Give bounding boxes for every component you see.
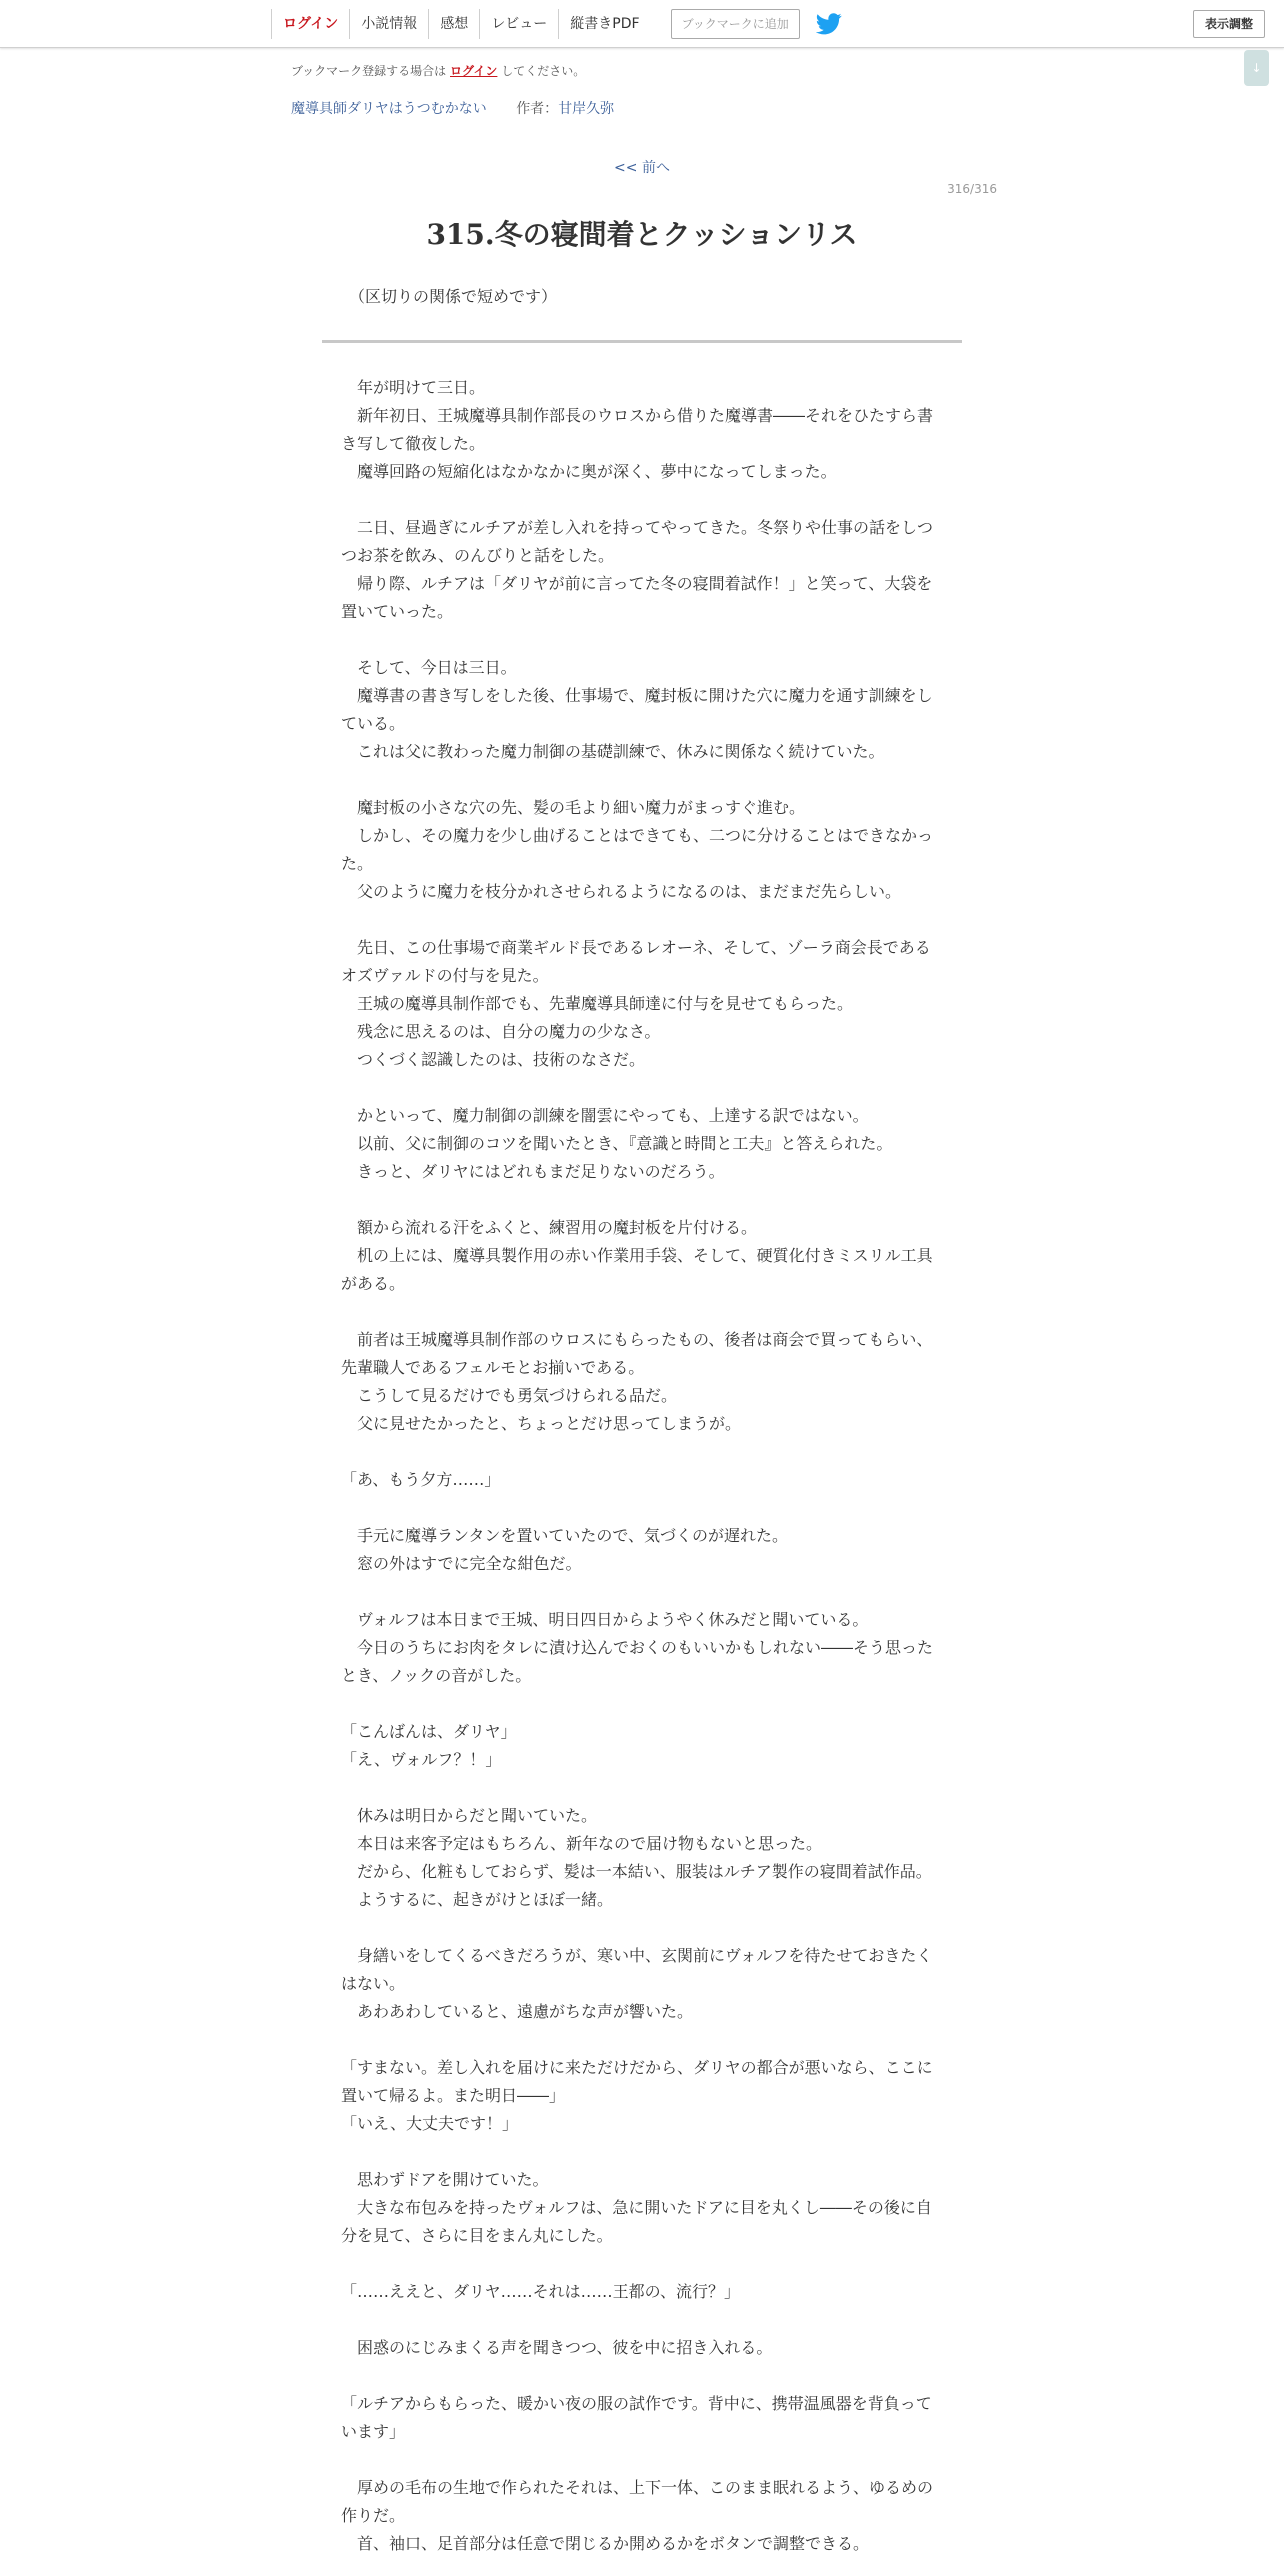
body-line: 魔封板の小さな穴の先、髪の毛より細い魔力がまっすぐ進む。 (341, 798, 806, 817)
nav-impressions[interactable]: 感想 (428, 9, 479, 39)
body-line: 手元に魔導ランタンを置いていたので、気づくのが遅れた。 (341, 1526, 789, 1545)
body-line (341, 1186, 941, 1214)
novel-title-link[interactable]: 魔導具師ダリヤはうつむかない (291, 101, 487, 117)
body-line: 「いえ、大丈夫です！」 (341, 2114, 518, 2133)
body-line: ヴォルフは本日まで王城、明日四日からようやく休みだと聞いている。 (341, 1610, 869, 1629)
body-line: 「あ、もう夕方……」 (341, 1470, 501, 1489)
body-line: 王城の魔導具制作部でも、先輩魔導具師達に付与を見せてもらった。 (341, 994, 854, 1013)
body-line: 新年初日、王城魔導具制作部長のウロスから借りた魔導書――それをひたすら書 (341, 406, 934, 425)
body-line: 置いて帰るよ。また明日――」 (341, 2086, 566, 2105)
body-line (341, 2446, 941, 2474)
author-link[interactable]: 甘岸久弥 (558, 101, 615, 117)
body-line: 年が明けて三日。 (341, 378, 486, 397)
body-line (341, 1578, 941, 1606)
body-line (341, 486, 941, 514)
body-line: 額から流れる汗をふくと、練習用の魔封板を片付ける。 (341, 1218, 758, 1237)
body-line: 「え、ヴォルフ？！」 (341, 1750, 502, 1769)
novel-meta (291, 98, 614, 118)
display-settings-button[interactable]: 表示調整 (1193, 10, 1265, 38)
twitter-icon[interactable] (816, 13, 842, 35)
notice-login-link[interactable]: ログイン (450, 64, 498, 78)
body-line: 作りだ。 (341, 2506, 406, 2525)
body-line: 身繕いをしてくるべきだろうが、寒い中、玄関前にヴォルフを待たせておきたく (341, 1946, 933, 1965)
body-line: とき、ノックの音がした。 (341, 1666, 532, 1685)
body-line: 厚めの毛布の生地で作られたそれは、上下一体、このまま眠れるよう、ゆるめの (341, 2478, 934, 2497)
body-line: つお茶を飲み、のんびりと話をした。 (341, 546, 614, 565)
author-label: 作者： (516, 101, 559, 117)
body-line (341, 1074, 941, 1102)
body-line: た。 (341, 854, 374, 873)
body-line: 大きな布包みを持ったヴォルフは、急に開いたドアに目を丸くし――その後に自 (341, 2198, 932, 2217)
body-line: 以前、父に制御のコツを聞いたとき、『意識と時間と工夫』と答えられた。 (341, 1134, 893, 1153)
body-line: ようするに、起きがけとほぼ一緒。 (341, 1890, 614, 1909)
body-line (341, 906, 941, 934)
body-line: 魔導回路の短縮化はなかなかに奥が深く、夢中になってしまった。 (341, 462, 837, 481)
body-line: 今日のうちにお肉をタレに漬け込んでおくのもいいかもしれない――そう思った (341, 1638, 934, 1657)
body-line: つくづく認識したのは、技術のなさだ。 (341, 1050, 646, 1069)
body-line: 思わずドアを開けていた。 (341, 2170, 549, 2189)
body-line: 先輩職人であるフェルモとお揃いである。 (341, 1358, 645, 1377)
body-line: 父に見せたかったと、ちょっとだけ思ってしまうが。 (341, 1414, 742, 1433)
scroll-down-tab[interactable]: ↓ (1244, 50, 1269, 86)
body-line: 先日、この仕事場で商業ギルド長であるレオーネ、そして、ゾーラ商会長である (341, 938, 931, 957)
body-line (341, 1914, 941, 1942)
body-line (341, 2306, 941, 2334)
body-line (341, 626, 941, 654)
body-line: 魔導書の書き写しをした後、仕事場で、魔封板に開けた穴に魔力を通す訓練をし (341, 686, 933, 705)
notice-suffix: してください。 (501, 64, 586, 78)
body-line: 机の上には、魔導具製作用の赤い作業用手袋、そして、硬質化付きミスリル工具 (341, 1246, 933, 1265)
chapter-body (341, 374, 941, 2558)
body-line: これは父に教わった魔力制御の基礎訓練で、休みに関係なく続けていた。 (341, 742, 885, 761)
body-line: 「こんばんは、ダリヤ」 (341, 1722, 517, 1741)
body-line (341, 2026, 941, 2054)
body-line (341, 1298, 941, 1326)
body-line (341, 2362, 941, 2390)
body-line (341, 1690, 941, 1718)
chapter-counter: 316/316 (947, 182, 997, 196)
body-line: 二日、昼過ぎにルチアが差し入れを持ってやってきた。冬祭りや仕事の話をしつ (341, 518, 934, 537)
body-line (341, 1494, 941, 1522)
body-line: き写して徹夜した。 (341, 434, 486, 453)
body-line: 父のように魔力を枝分かれさせられるようになるのは、まだまだ先らしい。 (341, 882, 902, 901)
body-line (341, 766, 941, 794)
chapter-preface: （区切りの関係で短めです） (349, 287, 558, 306)
body-line: 「……ええと、ダリヤ……それは……王都の、流行？」 (341, 2282, 741, 2301)
body-line: 置いていった。 (341, 602, 454, 621)
body-line: きっと、ダリヤにはどれもまだ足りないのだろう。 (341, 1162, 725, 1181)
body-line: しかし、その魔力を少し曲げることはできても、二つに分けることはできなかっ (341, 826, 934, 845)
chapter-title: 315.冬の寝間着とクッションリス (426, 218, 858, 251)
body-line (341, 2250, 941, 2278)
body-line: 本日は来客予定はもちろん、新年なので届け物もないと思った。 (341, 1834, 822, 1853)
body-line: かといって、魔力制御の訓練を闇雲にやっても、上達する訳ではない。 (341, 1106, 869, 1125)
body-line: ている。 (341, 714, 406, 733)
body-line: 「すまない。差し入れを届けに来ただけだから、ダリヤの都合が悪いなら、ここに (341, 2058, 933, 2077)
main-nav (271, 9, 842, 39)
body-line: 休みは明日からだと聞いていた。 (341, 1806, 598, 1825)
body-line: あわあわしていると、遠慮がちな声が響いた。 (341, 2002, 694, 2021)
body-line: 窓の外はすでに完全な紺色だ。 (341, 1554, 582, 1573)
nav-review[interactable]: レビュー (479, 9, 558, 39)
body-line: オズヴァルドの付与を見た。 (341, 966, 549, 985)
body-line: 残念に思えるのは、自分の魔力の少なさ。 (341, 1022, 661, 1041)
body-line: 首、袖口、足首部分は任意で閉じるか開めるかをボタンで調整できる。 (341, 2534, 870, 2553)
body-line (341, 1438, 941, 1466)
body-line: います」 (341, 2422, 406, 2441)
prev-chapter-link[interactable]: << 前へ (614, 160, 670, 176)
body-line: 前者は王城魔導具制作部のウロスにもらったもの、後者は商会で買ってもらい、 (341, 1330, 933, 1349)
preface-divider (322, 340, 962, 343)
top-header (0, 0, 1284, 48)
body-line (341, 1774, 941, 1802)
body-line (341, 2138, 941, 2166)
body-line: こうして見るだけでも勇気づけられる品だ。 (341, 1386, 678, 1405)
body-line: がある。 (341, 1274, 406, 1293)
body-line: 帰り際、ルチアは「ダリヤが前に言ってた冬の寝間着試作！」と笑って、大袋を (341, 574, 933, 593)
body-line: そして、今日は三日。 (341, 658, 517, 677)
body-line: だから、化粧もしておらず、髪は一本結い、服装はルチア製作の寝間着試作品。 (341, 1862, 932, 1881)
nav-novel-info[interactable]: 小説情報 (349, 9, 428, 39)
notice-prefix: ブックマーク登録する場合は (291, 64, 447, 78)
body-line: 分を見て、さらに目をまん丸にした。 (341, 2226, 613, 2245)
nav-login[interactable]: ログイン (271, 9, 349, 39)
body-line: 「ルチアからもらった、暖かい夜の服の試作です。背中に、携帯温風器を背負って (341, 2394, 932, 2413)
add-bookmark-button[interactable]: ブックマークに追加 (671, 9, 800, 39)
body-line: はない。 (341, 1974, 406, 1993)
bookmark-login-notice (291, 62, 585, 79)
body-line: 困惑のにじみまくる声を聞きつつ、彼を中に招き入れる。 (341, 2338, 773, 2357)
nav-vertical-pdf[interactable]: 縦書きPDF (558, 9, 650, 39)
